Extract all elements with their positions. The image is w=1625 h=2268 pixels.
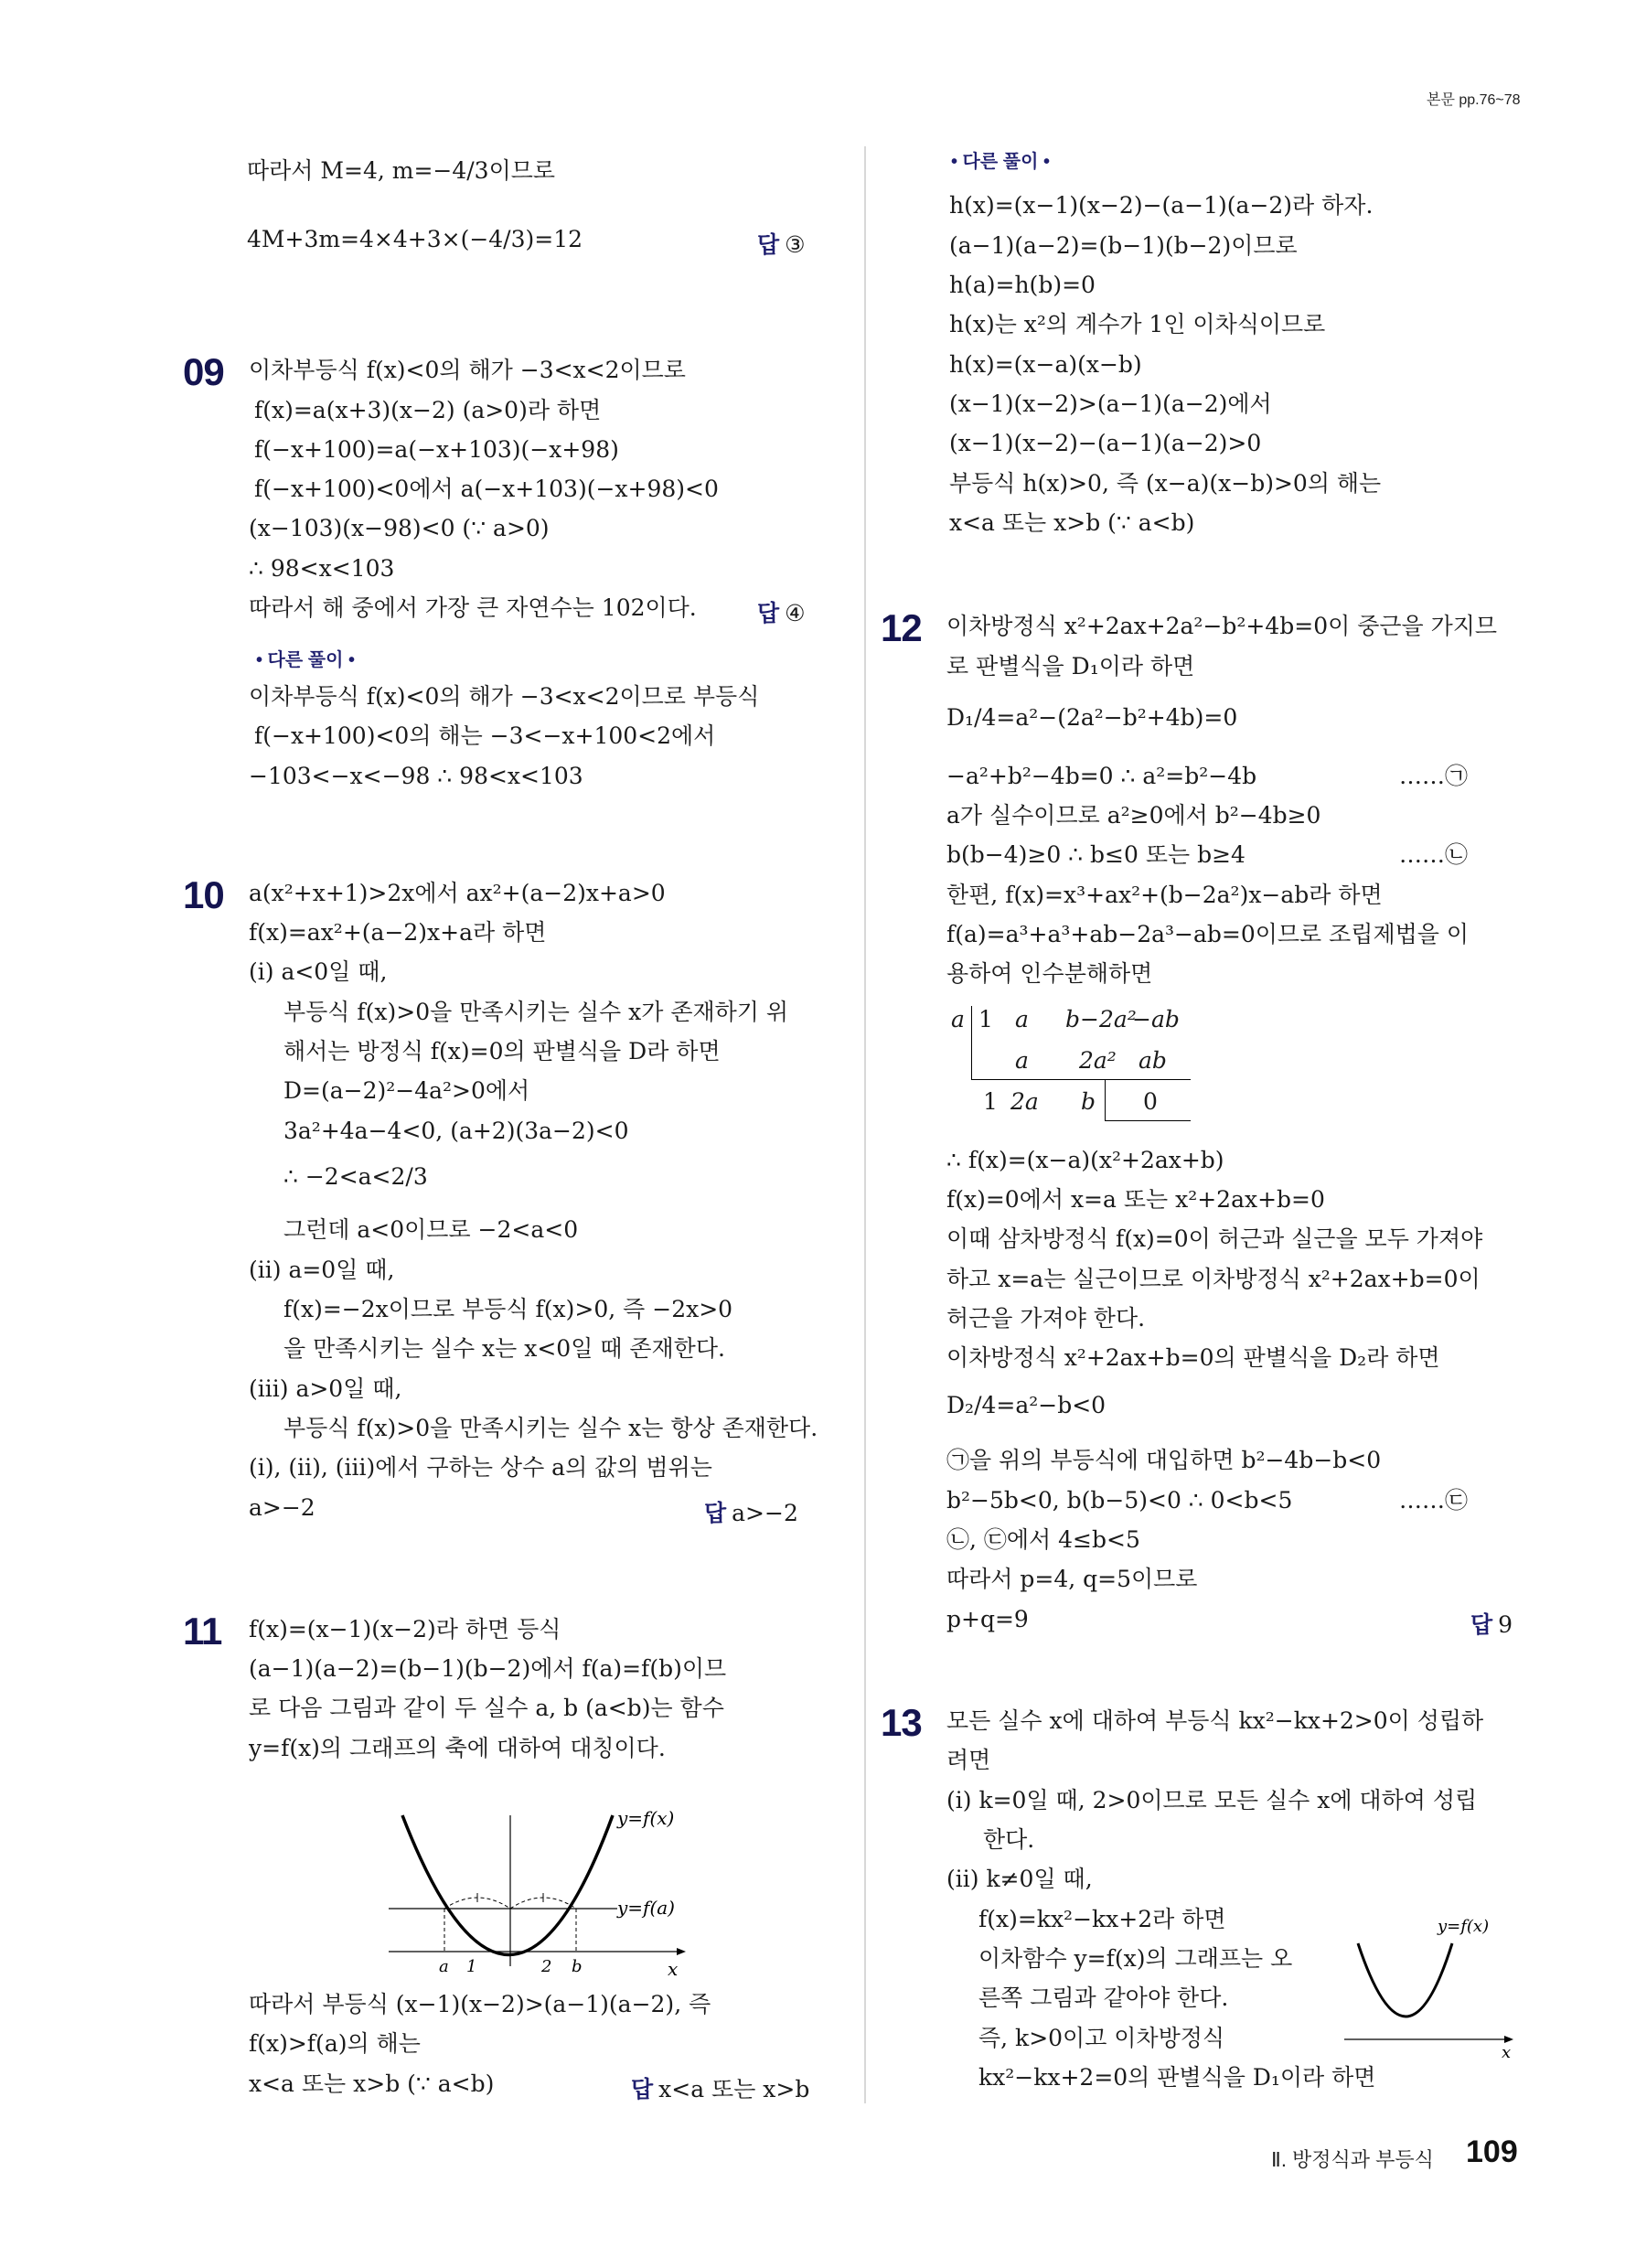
text-line: x<a 또는 x>b (∵ a<b) [249, 2070, 495, 2097]
upward-parabola-graph [1335, 1911, 1527, 2062]
text-line: −a²+b²−4b=0 ∴ a²=b²−4b [946, 763, 1257, 789]
text-line: ㉠을 위의 부등식에 대입하면 b²−4b−b<0 [946, 1447, 1382, 1473]
text-line: 이차부등식 f(x)<0의 해가 −3<x<2이므로 [249, 357, 686, 383]
text-line: 부등식 f(x)>0을 만족시키는 실수 x가 존재하기 위 [283, 999, 789, 1025]
text-line: 한편, f(x)=x³+ax²+(b−2a²)x−ab라 하면 [946, 882, 1383, 908]
text-line: 려면 [946, 1747, 991, 1773]
text-line: f(x)=a(x+3)(x−2) (a>0)라 하면 [254, 397, 602, 423]
question-number-12: 12 [881, 606, 922, 649]
text-line: −103<−x<−98 ∴ 98<x<103 [249, 763, 583, 789]
svg-text:y=f(a): y=f(a) [617, 1897, 675, 1919]
text-line: a(x²+x+1)>2x에서 ax²+(a−2)x+a>0 [249, 880, 666, 906]
text-line: (a−1)(a−2)=(b−1)(b−2)에서 f(a)=f(b)이므 [249, 1655, 727, 1682]
svg-text:y=f(x): y=f(x) [1438, 1917, 1490, 1936]
text-line: f(−x+100)=a(−x+103)(−x+98) [254, 436, 619, 463]
text-line: (x−1)(x−2)>(a−1)(a−2)에서 [949, 390, 1272, 417]
text-line: 따라서 부등식 (x−1)(x−2)>(a−1)(a−2), 즉 [249, 1991, 711, 2017]
text-line: 을 만족시키는 실수 x는 x<0일 때 존재한다. [283, 1335, 725, 1362]
svg-text:y=f(x): y=f(x) [617, 1807, 675, 1829]
text-line: b²−5b<0, b(b−5)<0 ∴ 0<b<5 [946, 1487, 1293, 1514]
text-line: (x−103)(x−98)<0 (∵ a>0) [249, 515, 550, 541]
text-line: 하고 x=a는 실근이므로 이차방정식 x²+2ax+b=0이 [946, 1266, 1481, 1292]
question-number-10: 10 [183, 873, 224, 916]
text-line: 이때 삼차방정식 f(x)=0이 허근과 실근을 모두 가져야 [946, 1225, 1483, 1252]
text-line: f(x)=0에서 x=a 또는 x²+2ax+b=0 [946, 1186, 1325, 1213]
svg-text:a: a [439, 1957, 449, 1976]
text-line: f(x)=kx²−kx+2라 하면 [978, 1906, 1226, 1932]
question-number-09: 09 [183, 350, 224, 393]
text-line: x<a 또는 x>b (∵ a<b) [949, 509, 1195, 536]
text-line: 따라서 M=4, m=−4/3이므로 [247, 157, 556, 184]
text-line: (ⅱ) a=0일 때, [249, 1257, 395, 1283]
answer-intro: 답 ③ [757, 231, 806, 258]
text-line: 부등식 f(x)>0을 만족시키는 실수 x는 항상 존재한다. [283, 1415, 818, 1441]
marker-1: ……㉠ [1399, 763, 1469, 789]
alt-solution-label: • 다른 풀이 • [256, 650, 355, 670]
text-line: (ⅰ) a<0일 때, [249, 958, 388, 985]
text-line: 이차함수 y=f(x)의 그래프는 오 [978, 1945, 1293, 1972]
text-line: D=(a−2)²−4a²>0에서 [283, 1077, 530, 1104]
text-line: (ⅰ) k=0일 때, 2>0이므로 모든 실수 x에 대하여 성립 [946, 1787, 1478, 1813]
text-line: 로 판별식을 D₁이라 하면 [946, 653, 1195, 679]
text-line: a>−2 [249, 1494, 315, 1521]
text-line: ∴ f(x)=(x−a)(x²+2ax+b) [946, 1147, 1224, 1173]
text-line: D₁/4=a²−(2a²−b²+4b)=0 [946, 704, 1238, 731]
answer-12: 답 9 [1470, 1611, 1513, 1638]
text-line: h(x)=(x−a)(x−b) [949, 351, 1142, 378]
text-line: 로 다음 그림과 같이 두 실수 a, b (a<b)는 함수 [249, 1695, 724, 1721]
text-line: 이차방정식 x²+2ax+2a²−b²+4b=0이 중근을 가지므 [946, 613, 1498, 639]
text-line: (x−1)(x−2)−(a−1)(a−2)>0 [949, 430, 1262, 456]
text-line: 한다. [983, 1826, 1035, 1853]
answer-10: 답 a>−2 [704, 1500, 798, 1526]
text-line: (ⅰ), (ⅱ), (ⅲ)에서 구하는 상수 a의 값의 범위는 [249, 1454, 712, 1481]
text-line: 모든 실수 x에 대하여 부등식 kx²−kx+2>0이 성립하 [946, 1707, 1484, 1734]
text-line: 그런데 a<0이므로 −2<a<0 [283, 1216, 579, 1243]
text-line: y=f(x)의 그래프의 축에 대하여 대칭이다. [249, 1735, 666, 1761]
text-line: 허근을 가져야 한다. [946, 1305, 1146, 1332]
text-line: f(x)=(x−1)(x−2)라 하면 등식 [249, 1616, 561, 1642]
text-line: 따라서 해 중에서 가장 큰 자연수는 102이다. [249, 594, 697, 621]
text-line: 이차방정식 x²+2ax+b=0의 판별식을 D₂라 하면 [946, 1344, 1440, 1371]
text-line: f(x)>f(a)의 해는 [249, 2030, 421, 2057]
svg-text:1: 1 [466, 1957, 477, 1976]
page-number: 109 [1466, 2134, 1518, 2169]
question-number-13: 13 [881, 1701, 922, 1744]
text-line: f(a)=a³+a³+ab−2a³−ab=0이므로 조립제법을 이 [946, 921, 1470, 947]
text-line: 3a²+4a−4<0, (a+2)(3a−2)<0 [283, 1118, 629, 1144]
page-ref-header: 본문 pp.76~78 [1427, 92, 1521, 108]
text-line: f(x)=ax²+(a−2)x+a라 하면 [249, 919, 547, 946]
column-divider [864, 146, 866, 2103]
svg-text:b: b [572, 1957, 583, 1976]
footer-chapter: Ⅱ. 방정식과 부등식 [1271, 2148, 1434, 2171]
svg-text:x: x [668, 1958, 679, 1980]
answer-11: 답 x<a 또는 x>b [631, 2076, 810, 2102]
text-line: ∴ 98<x<103 [249, 555, 395, 582]
question-number-11: 11 [183, 1610, 222, 1653]
text-line: 즉, k>0이고 이차방정식 [978, 2025, 1225, 2051]
text-line: (ⅲ) a>0일 때, [249, 1375, 402, 1402]
text-line: 해서는 방정식 f(x)=0의 판별식을 D라 하면 [283, 1038, 721, 1064]
alt-solution-label: • 다른 풀이 • [951, 152, 1050, 172]
text-line: ㉡, ㉢에서 4≤b<5 [946, 1526, 1140, 1553]
text-line: f(x)=−2x이므로 부등식 f(x)>0, 즉 −2x>0 [283, 1296, 733, 1322]
marker-2: ……㉡ [1399, 841, 1469, 868]
text-line: p+q=9 [946, 1606, 1029, 1632]
text-line: h(x)는 x²의 계수가 1인 이차식이므로 [949, 311, 1326, 337]
synthetic-division-table: a 1 a b−2a² −ab a 2a² ab 1 2a b 0 [951, 1006, 1262, 1148]
text-line: h(a)=h(b)=0 [949, 272, 1096, 298]
text-line: f(−x+100)<0의 해는 −3<−x+100<2에서 [254, 722, 716, 749]
text-line: 른쪽 그림과 같아야 한다. [978, 1984, 1229, 2011]
text-line: (a−1)(a−2)=(b−1)(b−2)이므로 [949, 232, 1298, 259]
text-line: (ⅱ) k≠0일 때, [946, 1866, 1093, 1892]
text-line: f(−x+100)<0에서 a(−x+103)(−x+98)<0 [254, 476, 719, 502]
marker-3: ……㉢ [1399, 1487, 1469, 1514]
svg-text:x: x [1502, 2043, 1512, 2062]
text-line: ∴ −2<a<2/3 [283, 1163, 428, 1190]
text-line: h(x)=(x−1)(x−2)−(a−1)(a−2)라 하자. [949, 192, 1374, 219]
svg-text:2: 2 [541, 1957, 552, 1976]
text-line: 용하여 인수분해하면 [946, 960, 1153, 987]
text-line: 4M+3m=4×4+3×(−4/3)=12 [247, 226, 583, 252]
text-line: 이차부등식 f(x)<0의 해가 −3<x<2이므로 부등식 [249, 683, 760, 710]
text-line: kx²−kx+2=0의 판별식을 D₁이라 하면 [978, 2064, 1376, 2091]
answer-09: 답 ④ [757, 600, 806, 626]
text-line: b(b−4)≥0 ∴ b≤0 또는 b≥4 [946, 841, 1245, 868]
text-line: D₂/4=a²−b<0 [946, 1392, 1106, 1418]
text-line: 부등식 h(x)>0, 즉 (x−a)(x−b)>0의 해는 [949, 470, 1382, 497]
text-line: 따라서 p=4, q=5이므로 [946, 1566, 1198, 1592]
text-line: a가 실수이므로 a²≥0에서 b²−4b≥0 [946, 802, 1321, 829]
parabola-symmetry-graph [366, 1792, 713, 1980]
